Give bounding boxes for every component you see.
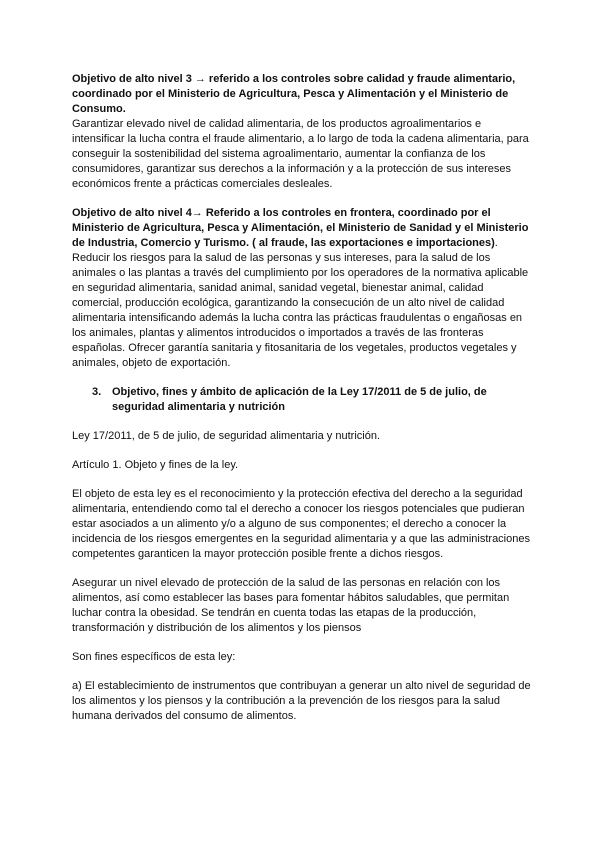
objective-3-body: Garantizar elevado nivel de calidad alimentaria, de los productos agroalimentarios e intensificar la lucha contra el fraude alimentario, a lo largo de toda la cadena alimentaria, para conseguir la sostenibilidad del sistema agroalimentario, aumentar la confianza de los consumidores, garantizar sus derechos a la información y a la protección de sus intereses económicos frente a prácticas comerciales desleales. [72, 118, 529, 190]
section-3-title: Objetivo, fines y ámbito de aplicación de la Ley 17/2011 de 5 de julio, de seguridad alimentaria y nutrición [112, 386, 487, 413]
objective-4-block [72, 206, 532, 371]
article-1-title: Artículo 1. Objeto y fines de la ley. [72, 459, 239, 471]
objective-3-heading: Objetivo de alto nivel 3 → referido a los controles sobre calidad y fraude alimentario, coordinado por el Ministerio de Agricultura, Pesca y Alimentación y el Ministerio de Consumo. [72, 73, 516, 115]
paragraph-aim-a: a) El establecimiento de instrumentos que contribuyan a generar un alto nivel de seguridad de los alimentos y los piensos y la contribución a la prevención de los riesgos para la salud humana derivados del consumo de alimentos. [72, 680, 531, 722]
paragraph-specific-aims: Son fines específicos de esta ley: [72, 651, 236, 663]
section-3-number: 3. [92, 386, 102, 398]
section-3-heading [92, 385, 532, 415]
objective-4-heading-line [72, 206, 532, 251]
objective-4-heading-end: . [494, 237, 498, 249]
law-title: Ley 17/2011, de 5 de julio, de seguridad alimentaria y nutrición. [72, 430, 380, 442]
objective-4-heading: Objetivo de alto nivel 4→ Referido a los controles en frontera, coordinado por el Ministerio de Agricultura, Pesca y Alimentación, el Ministerio de Sanidad y el Ministerio de Industria, Comercio y Turismo. ( al fraude, las exportaciones e importaciones) [72, 207, 529, 249]
objective-4-body: Reducir los riesgos para la salud de las personas y sus intereses, para la salud de los animales o las plantas a través del cumplimiento por los operadores de la normativa aplicable en seguridad alimentaria, sanidad animal, sanidad vegetal, bienestar animal, calidad comercial, producción ecológica, garantizando la consecución de un alto nivel de calidad alimentaria intensificando además la lucha contra las prácticas fraudulentas o engañosas en los animales, plantas y alimentos introducidos o importados a través de las fronteras españolas. Ofrecer garantía sanitaria y fitosanitaria de los vegetales, productos vegetales y animales, objeto de exportación. [72, 252, 529, 369]
document-content [72, 72, 532, 738]
paragraph-object: El objeto de esta ley es el reconocimiento y la protección efectiva del derecho a la seguridad alimentaria, entendiendo como tal el derecho a conocer los riesgos potenciales que pudieran estar asociados a un alimento y/o a alguno de sus componentes; el derecho a conocer la incidencia de los riesgos emergentes en la seguridad alimentaria y a que las administraciones competentes garanticen la mayor protección posible frente a dichos riesgos. [72, 488, 530, 560]
paragraph-protection: Asegurar un nivel elevado de protección de la salud de las personas en relación con los alimentos, así como establecer las bases para fomentar hábitos saludables, que permitan luchar contra la obesidad. Se tendrán en cuenta todas las etapas de la producción, transformación y distribución de los alimentos y los piensos [72, 577, 510, 634]
objective-3-block [72, 72, 532, 192]
